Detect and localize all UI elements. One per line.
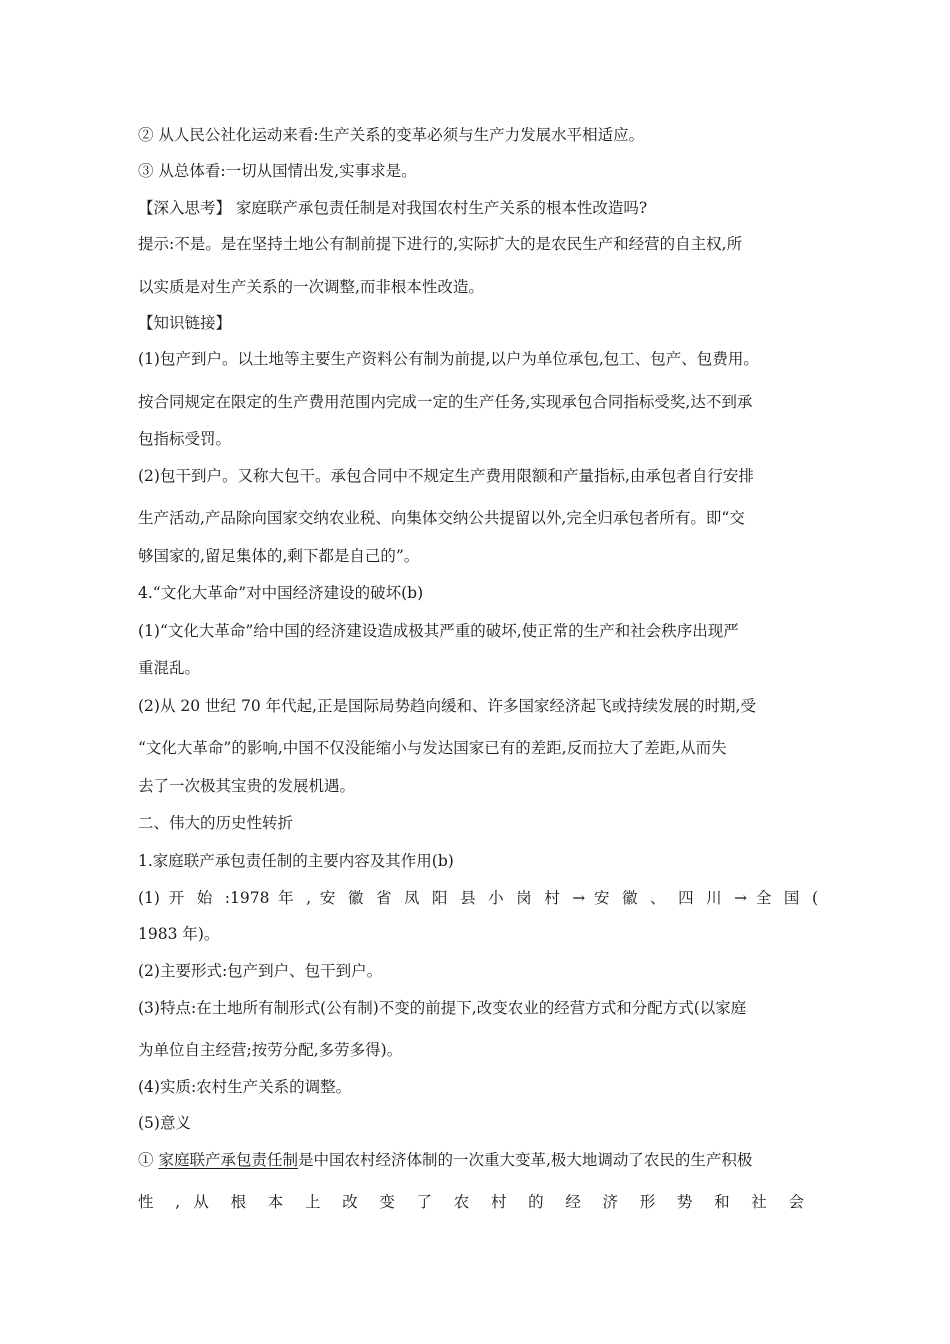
text-line: (1)包产到户。以土地等主要生产资料公有制为前提,以户为单位承包,包工、包产、包费用。 [138,350,759,368]
text-line: (3)特点:在土地所有制形式(公有制)不变的前提下,改变农业的经营方式和分配方式(以家庭 [138,999,747,1017]
section-heading: 二、伟大的历史性转折 [138,814,294,832]
text-line: ③ 从总体看:一切从国情出发,实事求是。 [138,162,417,180]
text-line: (1) 开 始 :1978 年 , 安 徽 省 凤 阳 县 小 岗 村 → 安 徽 、 四 川 → 全 国 ( [138,889,818,907]
text-line: ② 从人民公社化运动来看:生产关系的变革必须与生产力发展水平相适应。 [138,126,645,144]
text-line: 重混乱。 [138,659,201,677]
numbered-heading: 1.家庭联产承包责任制的主要内容及其作用(b) [138,852,454,870]
text-line: 包指标受罚。 [138,430,232,448]
text-line: (4)实质:农村生产关系的调整。 [138,1078,352,1096]
think-question: 【深入思考】 家庭联产承包责任制是对我国农村生产关系的根本性改造吗? [138,199,648,217]
text-line: 以实质是对生产关系的一次调整,而非根本性改造。 [138,278,484,296]
text-run: 是中国农村经济体制的一次重大变革,极大地调动了农民的生产积极 [297,1151,753,1169]
text-line: (1)“文化大革命”给中国的经济建设造成极其严重的破坏,使正常的生产和社会秩序出现严 [138,622,739,640]
section-heading: 【知识链接】 [138,314,232,332]
significance-line [138,1149,818,1171]
text-line: “文化大革命”的影响,中国不仅没能缩小与发达国家已有的差距,反而拉大了差距,从而失 [138,739,727,757]
item-marker: ① [138,1151,159,1169]
text-line: (5)意义 [138,1114,191,1132]
text-line: 1983 年)。 [138,925,220,943]
text-line: (2)主要形式:包产到户、包干到户。 [138,962,383,980]
numbered-heading: 4.“文化大革命”对中国经济建设的破坏(b) [138,584,424,602]
text-line: 够国家的,留足集体的,剩下都是自己的”。 [138,547,420,565]
text-line: (2)包干到户。又称大包干。承包合同中不规定生产费用限额和产量指标,由承包者自行安排 [138,467,754,485]
text-line: 去了一次极其宝贵的发展机遇。 [138,777,356,795]
text-line: 提示:不是。是在坚持土地公有制前提下进行的,实际扩大的是农民生产和经营的自主权,所 [138,235,743,253]
text-line: (2)从 20 世纪 70 年代起,正是国际局势趋向缓和、许多国家经济起飞或持续发展的时期,受 [138,697,756,715]
text-line: 性 , 从 根 本 上 改 变 了 农 村 的 经 济 形 势 和 社 会 [138,1193,804,1211]
text-line: 为单位自主经营;按劳分配,多劳多得)。 [138,1041,403,1059]
text-line: 按合同规定在限定的生产费用范围内完成一定的生产任务,实现承包合同指标受奖,达不到承 [138,393,753,411]
underlined-term: 家庭联产承包责任制 [158,1151,298,1169]
text-line: 生产活动,产品除向国家交纳农业税、向集体交纳公共提留以外,完全归承包者所有。即“交 [138,509,745,527]
